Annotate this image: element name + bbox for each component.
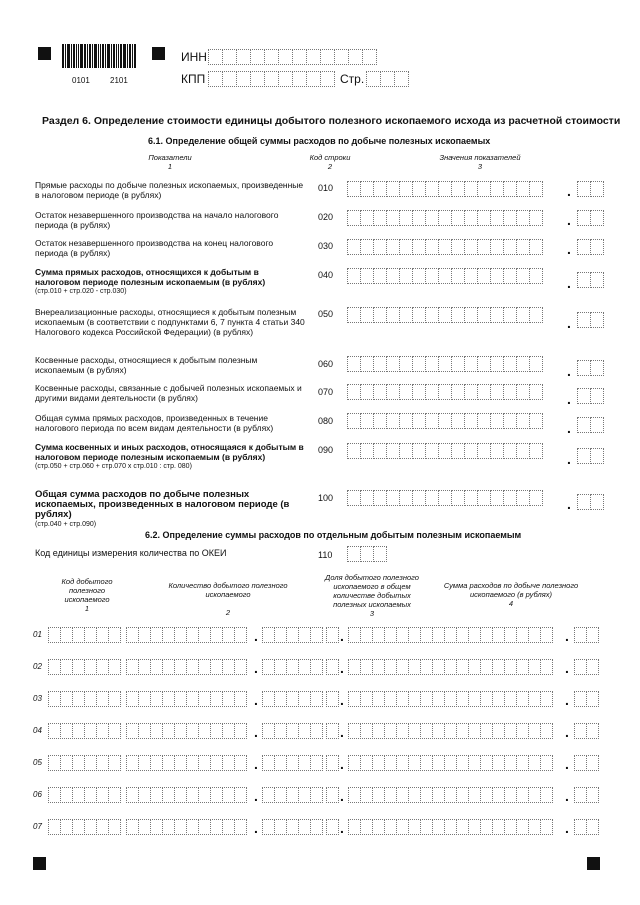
part1-title: 6.1. Определение общей суммы расходов по добыче полезных ископаемых (148, 136, 491, 146)
quantity-fraction-field[interactable] (262, 787, 322, 803)
col-header-values: Значения показателей 3 (439, 153, 521, 171)
mineral-code-field[interactable] (48, 755, 120, 771)
decimal-point: . (567, 391, 571, 407)
row-code-070: 070 (318, 387, 334, 397)
table-row-number: 02 (33, 662, 42, 671)
barcode-number-left: 0101 (72, 76, 90, 85)
decimal-point: . (567, 183, 571, 199)
row-label-020: Остаток незавершенного производства на начало налогового периода (в рублях) (35, 210, 279, 230)
page-number-field[interactable] (366, 71, 408, 87)
value-field-050[interactable] (347, 307, 542, 323)
barcode (62, 44, 144, 74)
expense-kopecks-field[interactable] (574, 691, 598, 707)
row-code-080: 080 (318, 416, 334, 426)
share-int-field[interactable] (326, 787, 338, 803)
expense-kopecks-field[interactable] (574, 787, 598, 803)
expense-sum-field[interactable] (420, 691, 552, 707)
expense-sum-field[interactable] (420, 659, 552, 675)
quantity-field[interactable] (126, 755, 246, 771)
expense-sum-field[interactable] (420, 755, 552, 771)
decimal-point: . (565, 788, 569, 804)
decimal-point: . (565, 756, 569, 772)
row-label-030: Остаток незавершенного производства на конец налогового периода (в рублях) (35, 238, 274, 258)
value-field-060[interactable] (347, 356, 542, 372)
row-label-100: Общая сумма расходов по добыче полезных ископаемых, произведенных в налоговом периоде (в рублях) (стр.040 + стр.090) (35, 489, 290, 528)
value-field-070[interactable] (347, 384, 542, 400)
decimal-point: . (254, 756, 258, 772)
share-int-field[interactable] (326, 755, 338, 771)
inn-label: ИНН (181, 50, 207, 64)
row-label-060: Косвенные расходы, относящиеся к добытым полезным ископаемым (в рублях) (35, 355, 258, 375)
row-label-010: Прямые расходы по добыче полезных ископаемых, произведенные в налоговом периоде (в рублях) (35, 180, 304, 200)
expense-kopecks-field[interactable] (574, 819, 598, 835)
row-label-080: Общая сумма прямых расходов, произведенных в течение налогового периода по всем видам деятельности (в рублях) (35, 413, 274, 433)
value-field-100[interactable] (347, 490, 542, 506)
table-row-number: 03 (33, 694, 42, 703)
value-field-090[interactable] (347, 443, 542, 459)
kpp-label: КПП (181, 72, 206, 86)
share-fraction-field[interactable] (348, 723, 420, 739)
quantity-field[interactable] (126, 627, 246, 643)
value-kopecks-020[interactable] (577, 210, 603, 226)
decimal-point: . (565, 660, 569, 676)
mineral-code-field[interactable] (48, 787, 120, 803)
row-code-040: 040 (318, 270, 334, 280)
value-kopecks-010[interactable] (577, 181, 603, 197)
value-field-030[interactable] (347, 239, 542, 255)
col-header-share: Доля добытого полезного ископаемого в общем количестве добытых полезных ископаемых 3 (325, 573, 419, 618)
share-fraction-field[interactable] (348, 755, 420, 771)
value-kopecks-100[interactable] (577, 494, 603, 510)
mineral-code-field[interactable] (48, 819, 120, 835)
corner-marker (587, 857, 600, 870)
row-code-060: 060 (318, 359, 334, 369)
decimal-point: . (567, 420, 571, 436)
col-header-quantity: Количество добытого полезного ископаемого 2 (168, 581, 288, 617)
decimal-point: . (340, 692, 344, 708)
share-int-field[interactable] (326, 819, 338, 835)
expense-kopecks-field[interactable] (574, 755, 598, 771)
part2-title: 6.2. Определение суммы расходов по отдельным добытым полезным ископаемым (145, 530, 522, 540)
table-row-number: 04 (33, 726, 42, 735)
row-code-020: 020 (318, 212, 334, 222)
decimal-point: . (567, 363, 571, 379)
page-label: Стр. (340, 72, 365, 86)
barcode-number-right: 2101 (110, 76, 128, 85)
value-kopecks-050[interactable] (577, 312, 603, 328)
share-fraction-field[interactable] (348, 787, 420, 803)
col-header-indicators: Показатели 1 (148, 153, 192, 171)
value-kopecks-030[interactable] (577, 239, 603, 255)
share-fraction-field[interactable] (348, 691, 420, 707)
value-field-040[interactable] (347, 268, 542, 284)
mineral-code-field[interactable] (48, 723, 120, 739)
okei-label: Код единицы измерения количества по ОКЕИ (35, 548, 227, 558)
expense-kopecks-field[interactable] (574, 627, 598, 643)
share-fraction-field[interactable] (348, 659, 420, 675)
corner-marker (38, 47, 51, 60)
decimal-point: . (254, 788, 258, 804)
mineral-code-field[interactable] (48, 691, 120, 707)
section-title: Раздел 6. Определение стоимости единицы добытого полезного ископаемого исхода из расчетной стоимости (42, 115, 621, 127)
quantity-fraction-field[interactable] (262, 755, 322, 771)
col-header-row-code: Код строки 2 (309, 153, 351, 171)
value-field-080[interactable] (347, 413, 542, 429)
row-code-050: 050 (318, 309, 334, 319)
decimal-point: . (565, 628, 569, 644)
decimal-point: . (340, 724, 344, 740)
row-code-030: 030 (318, 241, 334, 251)
quantity-field[interactable] (126, 659, 246, 675)
share-fraction-field[interactable] (348, 627, 420, 643)
expense-kopecks-field[interactable] (574, 723, 598, 739)
decimal-point: . (565, 820, 569, 836)
expense-sum-field[interactable] (420, 627, 552, 643)
decimal-point: . (567, 315, 571, 331)
decimal-point: . (565, 724, 569, 740)
row-code-010: 010 (318, 183, 334, 193)
decimal-point: . (254, 724, 258, 740)
decimal-point: . (340, 788, 344, 804)
quantity-fraction-field[interactable] (262, 723, 322, 739)
corner-marker (33, 857, 46, 870)
decimal-point: . (567, 451, 571, 467)
row-label-050: Внереализационные расходы, относящиеся к добытым полезным ископаемым (в соответствии с подпунктами 6, 7 пункта 4 статьи 340 Налогового кодекса Российской Федерации) (в рублях) (35, 307, 305, 337)
table-row-number: 07 (33, 822, 42, 831)
table-row-number: 05 (33, 758, 42, 767)
decimal-point: . (565, 692, 569, 708)
share-fraction-field[interactable] (348, 819, 420, 835)
row-label-040: Сумма прямых расходов, относящихся к добытым в налоговом периоде полезным ископаемым (в рублях) (стр.010 + стр.020 - стр.030) (35, 267, 266, 295)
expense-sum-field[interactable] (420, 787, 552, 803)
share-int-field[interactable] (326, 659, 338, 675)
expense-kopecks-field[interactable] (574, 659, 598, 675)
quantity-fraction-field[interactable] (262, 627, 322, 643)
decimal-point: . (340, 628, 344, 644)
col-header-mineral-code: Код добытого полезного ископаемого 1 (61, 577, 113, 613)
share-int-field[interactable] (326, 627, 338, 643)
share-int-field[interactable] (326, 691, 338, 707)
row-code-100: 100 (318, 493, 334, 503)
value-kopecks-070[interactable] (577, 388, 603, 404)
decimal-point: . (254, 692, 258, 708)
share-int-field[interactable] (326, 723, 338, 739)
decimal-point: . (567, 275, 571, 291)
corner-marker (152, 47, 165, 60)
col-header-expense-sum: Сумма расходов по добыче полезного ископаемого (в рублях) 4 (443, 581, 579, 608)
expense-sum-field[interactable] (420, 723, 552, 739)
quantity-field[interactable] (126, 819, 246, 835)
value-field-020[interactable] (347, 210, 542, 226)
decimal-point: . (340, 820, 344, 836)
inn-field[interactable] (208, 49, 376, 65)
value-field-010[interactable] (347, 181, 542, 197)
decimal-point: . (567, 212, 571, 228)
decimal-point: . (340, 756, 344, 772)
mineral-code-field[interactable] (48, 659, 120, 675)
row-label-070: Косвенные расходы, связанные с добычей полезных ископаемых и другими видами деятельности (в рублях) (35, 383, 302, 403)
quantity-field[interactable] (126, 787, 246, 803)
row-label-090: Сумма косвенных и иных расходов, относящаяся к добытым в налоговом периоде полезным ископаемым (в рублях) (стр.050 + стр.060 + стр.070 х стр.010 : стр. 080) (35, 442, 304, 470)
quantity-field[interactable] (126, 691, 246, 707)
table-row-number: 06 (33, 790, 42, 799)
decimal-point: . (254, 820, 258, 836)
value-kopecks-080[interactable] (577, 417, 603, 433)
value-kopecks-060[interactable] (577, 360, 603, 376)
decimal-point: . (567, 241, 571, 257)
quantity-field[interactable] (126, 723, 246, 739)
value-kopecks-090[interactable] (577, 448, 603, 464)
decimal-point: . (254, 660, 258, 676)
quantity-fraction-field[interactable] (262, 659, 322, 675)
decimal-point: . (567, 496, 571, 512)
okei-field[interactable] (347, 546, 386, 562)
quantity-fraction-field[interactable] (262, 819, 322, 835)
value-kopecks-040[interactable] (577, 272, 603, 288)
decimal-point: . (340, 660, 344, 676)
okei-row-code: 110 (318, 550, 333, 560)
quantity-fraction-field[interactable] (262, 691, 322, 707)
decimal-point: . (254, 628, 258, 644)
table-row-number: 01 (33, 630, 42, 639)
expense-sum-field[interactable] (420, 819, 552, 835)
mineral-code-field[interactable] (48, 627, 120, 643)
kpp-field[interactable] (208, 71, 334, 87)
row-code-090: 090 (318, 445, 334, 455)
